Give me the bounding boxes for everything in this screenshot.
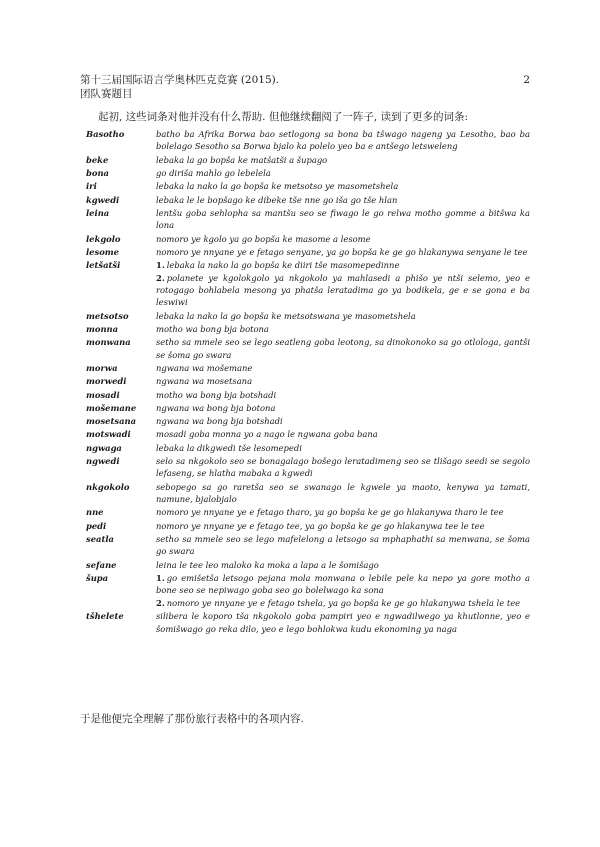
entry-term: ngwaga [86,442,122,453]
dictionary-entries [86,128,530,636]
dictionary-entry [86,520,530,532]
sense-number: 1. [156,573,165,584]
page-header [80,73,530,101]
entry-definition [156,389,530,401]
entry-term: beke [86,154,109,165]
dictionary-entry [86,233,530,245]
entry-definition [156,310,530,322]
entry-definition [156,415,530,427]
definition-text: lentšu goba sehlopha sa mantšu seo se fiwago le go relwa motho gomme a bitšwa ka lona [156,207,530,231]
entry-definitions [156,375,530,387]
entry-term: morwedi [86,376,127,387]
definition-text: lebaka le le bopšago ke dibeke tše nne go iša go tše hlan [156,194,398,205]
definition-text: motho wa bong bja botshadi [156,389,277,400]
entry-term: monna [86,324,119,334]
dictionary-entry [86,207,530,232]
dictionary-entry [86,428,530,440]
definition-text: lebaka la nako la go bopša ke diiri tše masomepedinne [166,260,400,271]
entry-definition [156,272,530,309]
dictionary-entry [86,194,530,206]
entry-term: iri [86,181,97,192]
entry-definitions [156,233,530,245]
entry-definition [156,597,530,609]
dictionary-entry [86,310,530,322]
entry-definition [156,259,530,271]
entry-definitions [156,323,530,335]
entry-definitions [156,415,530,427]
definition-text: ngwana wa bong bja botshadi [156,416,283,427]
entry-term: letšatši [86,260,121,271]
entry-definitions [156,362,530,374]
definition-text: selo sa nkgokolo seo se bonagalago bošego leratadimeng seo se tlišago seedi se segolo lefaseng, se hlatha mabaka a kgwedi [156,456,530,479]
entry-definition [156,128,530,153]
entry-definitions [156,167,530,179]
entry-definitions [156,402,530,414]
header-title: 第十三届国际语言学奥林匹克竞赛 (2015). [80,74,280,86]
entry-definitions [156,180,530,192]
entry-definitions [156,389,530,401]
definition-text: batho ba Afrika Borwa bao setlogong sa bona ba tšwago nageng ya Lesotho, bao ba bolelago Sesotho sa Borwa bjalo ka polelo yeo ba e antšego letsweleng [156,129,530,152]
entry-definition [156,362,530,374]
dictionary-entry [86,442,530,454]
dictionary-entry [86,455,530,480]
entry-term: motswadi [86,429,131,440]
entry-definition [156,428,530,440]
dictionary-entry [86,506,530,518]
definition-text: lebaka la nako la go bopša ke metsotso ye masometshela [156,181,399,192]
entry-term: ngwedi [86,456,120,467]
definition-text: polanete ye kgolokgolo ya nkgokolo ya mahlasedi a phišo ye ntši selemo, yeo e rotogago bohlabela mesong ya phatša leratadima go ya bodikela, ge e se gona e ba leswiwi [156,272,530,308]
dictionary-entry [86,402,530,414]
entry-definitions [156,428,530,440]
intro-paragraph: 起初, 这些词条对他并没有什么帮助. 但他继续翻阅了一阵子, 读到了更多的词条: [98,111,469,123]
dictionary-entry [86,180,530,192]
entry-definition [156,610,530,635]
entry-definitions [156,207,530,232]
entry-term: kgwedi [86,194,120,205]
entry-definitions [156,520,530,532]
sense-number: 1. [156,260,165,271]
entry-term: metsotso [86,310,129,321]
entry-definitions [156,128,530,153]
definition-text: lebaka la nako la go bopša ke metsotswana ye masometshela [156,310,416,321]
page-number: 2 [523,74,530,86]
entry-definition [156,194,530,206]
entry-definitions [156,259,530,309]
entry-term: bona [86,168,109,178]
sense-number: 2. [156,597,165,608]
entry-definitions [156,310,530,322]
entry-definitions [156,533,530,558]
entry-definition [156,520,530,532]
dictionary-entry [86,572,530,609]
entry-definition [156,180,530,192]
dictionary-entry [86,167,530,179]
definition-text: ngwana wa bong bja botona [156,402,276,413]
definition-text: setho sa mmele seo se lego mafelelong a letsogo sa mphaphathi sa menwana, se šoma go swara [156,534,530,557]
entry-term: pedi [86,520,107,531]
entry-term: mošemane [86,402,137,413]
entry-definition [156,323,530,335]
entry-definitions [156,442,530,454]
dictionary-entry [86,415,530,427]
entry-term: nne [86,507,104,518]
dictionary-entry [86,323,530,335]
entry-definition [156,533,530,558]
entry-definition [156,154,530,166]
entry-definition [156,246,530,258]
dictionary-entry [86,389,530,401]
definition-text: silibera le koporo tša nkgokolo goba pampiri yeo e ngwadilwego ya khutlonne, yeo e šomišwago go reka dilo, yeo e lego bohlokwa kudu ekonoming ya naga [156,611,530,634]
dictionary-entry [86,375,530,387]
definition-text: sebopego sa go raretša seo se swanago le kgwele ya maoto, kenywa ya tamati, namune, bjalobjalo [156,481,530,505]
entry-term: lesome [86,246,120,257]
definition-text: mosadi goba monna yo a nago le ngwana goba bana [156,429,378,440]
definition-text: nomoro ye kgolo ya go bopša ke masome a lesome [156,233,371,244]
dictionary-entry [86,128,530,153]
entry-definition [156,572,530,597]
definition-text: nomoro ye nnyane ye e fetago tharo, ya go bopša ke ge go hlakanywa tharo le tee [156,507,504,518]
dictionary-entry [86,154,530,166]
entry-definitions [156,572,530,609]
entry-term: mosadi [86,389,120,400]
entry-definition [156,506,530,518]
header-subtitle: 团队赛题目 [80,88,133,100]
dictionary-entry [86,610,530,635]
dictionary-entry [86,259,530,309]
entry-term: mosetsana [86,416,137,427]
definition-text: ngwana wa mosetsana [156,376,253,387]
definition-text: motho wa bong bja botona [156,324,269,334]
entry-definition [156,375,530,387]
entry-term: leina [86,207,110,218]
dictionary-entry [86,533,530,558]
entry-definition [156,481,530,506]
definition-text: nomoro ye nnyane ye e fetago tshela, ya go bopša ke ge go hlakanywa tshela le tee [166,597,521,608]
entry-term: monwana [86,337,131,348]
sense-number: 2. [156,272,165,283]
entry-term: sefane [86,559,117,570]
entry-term: nkgokolo [86,481,130,492]
entry-definition [156,207,530,232]
entry-definition [156,402,530,414]
entry-definitions [156,246,530,258]
entry-definition [156,167,530,179]
definition-text: nomoro ye nnyane ye e fetago senyane, ya go bopša ke ge go hlakanywa senyane le tee [156,246,528,257]
entry-definitions [156,610,530,635]
definition-text: go emišetša letsogo pejana mola monwana o lebile pele ka nepo ya gore motho a bone seo se nepiwago goba seo go bolelwago ka sona [156,573,530,596]
entry-definitions [156,194,530,206]
entry-term: tšhelete [86,611,124,622]
entry-definition [156,336,530,361]
entry-definition [156,559,530,571]
entry-definition [156,442,530,454]
entry-term: lekgolo [86,233,121,244]
entry-definitions [156,336,530,361]
dictionary-entry [86,246,530,258]
dictionary-entry [86,362,530,374]
definition-text: setho sa mmele seo se lego seatleng goba leotong, sa dinokonoko sa go otlologa, gantši se šoma go swara [156,337,530,360]
entry-term: morwa [86,363,118,373]
dictionary-entry [86,481,530,506]
closing-paragraph: 于是他便完全理解了那份旅行表格中的各项内容. [80,713,304,725]
entry-definitions [156,154,530,166]
definition-text: lebaka la go bopša ke matšatši a šupago [156,154,328,165]
entry-definitions [156,506,530,518]
definition-text: leina le tee leo maloko ka moka a lapa a le šomišago [156,559,379,570]
definition-text: go diriša mahlo go lebelela [156,168,271,178]
dictionary-entry [86,559,530,571]
definition-text: lebaka la dikgwedi tše lesomepedi [156,442,302,453]
definition-text: ngwana wa mošemane [156,363,253,373]
entry-term: seatla [86,534,114,545]
entry-definition [156,233,530,245]
entry-definitions [156,481,530,506]
entry-term: šupa [86,573,109,584]
entry-definitions [156,559,530,571]
definition-text: nomoro ye nnyane ye e fetago tee, ya go bopša ke ge go hlakanywa tee le tee [156,520,485,531]
entry-definition [156,455,530,480]
dictionary-entry [86,336,530,361]
entry-definitions [156,455,530,480]
entry-term: Basotho [86,129,125,139]
